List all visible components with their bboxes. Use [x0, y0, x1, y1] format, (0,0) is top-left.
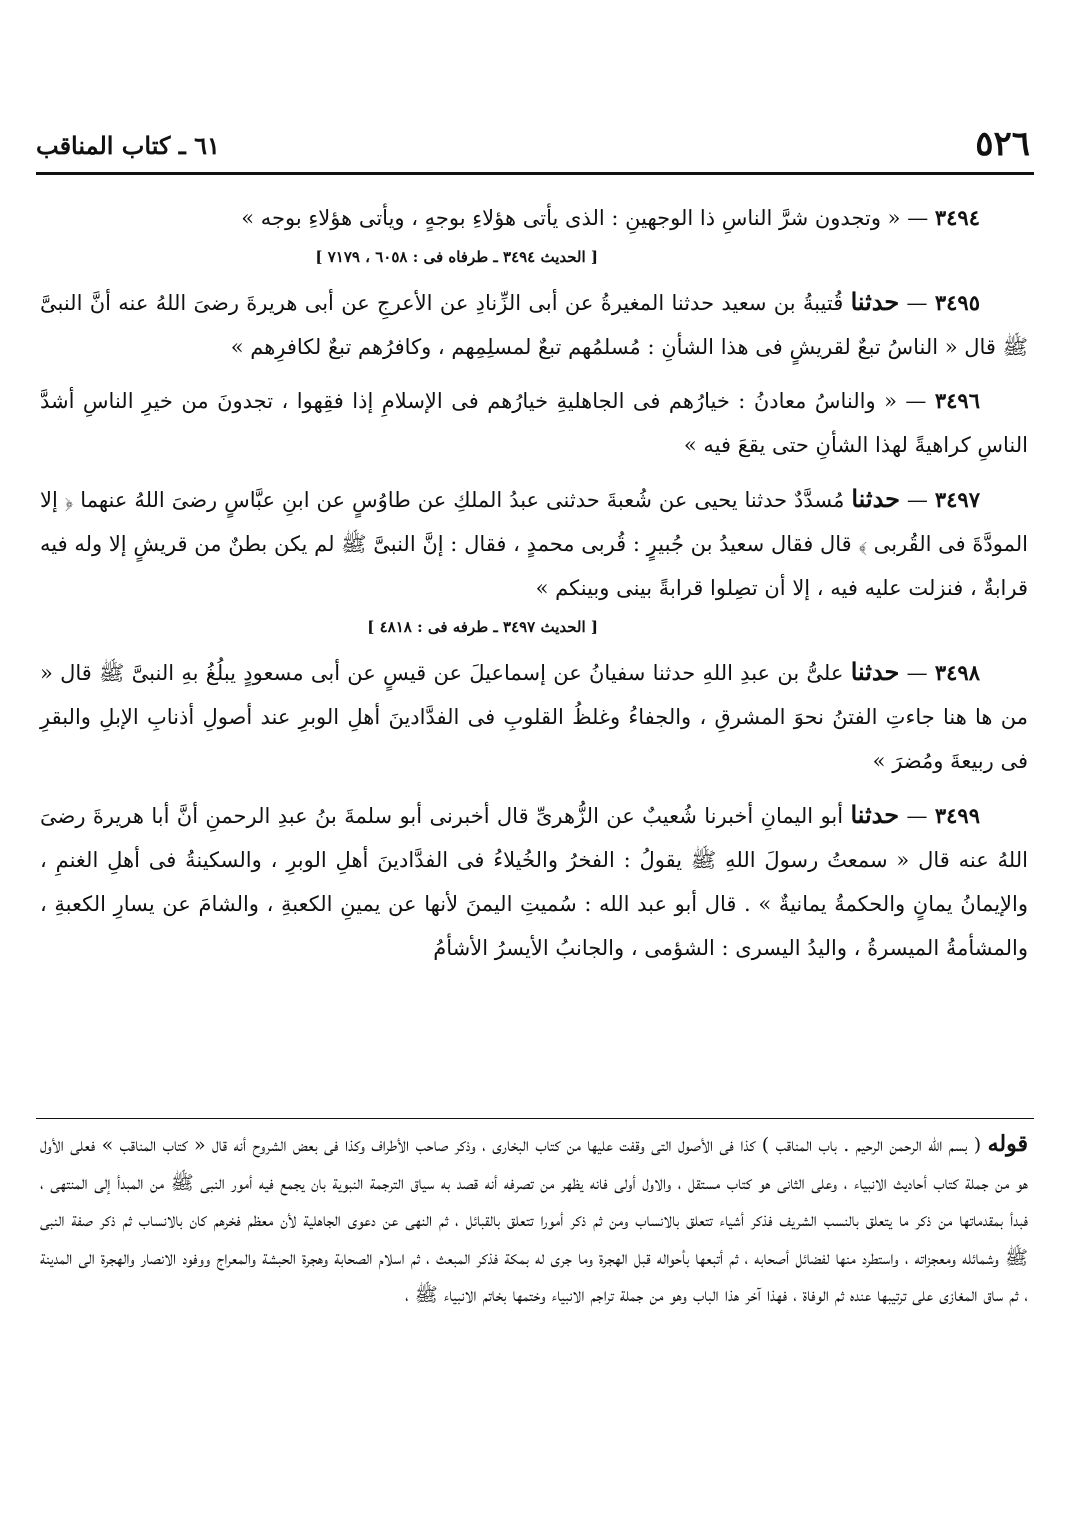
- hadith-3499: ٣٤٩٩ — حدثنا أبو اليمانِ أخبرنا شُعيبٌ عن الزُّهرىِّ قال أخبرنى أبو سلمةَ بنُ عبدِ الرحمنِ أنَّ أبا هريرةَ رضىَ اللهُ عنه قال « سمعتُ رسولَ اللهِ ﷺ يقولُ : الفخرُ والخُيلاءُ فى الفدَّادينَ أهلِ الوبرِ ، والسكينةُ فى أهلِ الغنمِ ، والإيمانُ يمانٍ والحكمةُ يمانيةٌ » . قال أبو عبد الله : سُميتِ اليمنَ لأنها عن يمينِ الكعبةِ ، والشامَ عن يسارِ الكعبةِ ، والمشأمةُ الميسرةُ ، واليدُ اليسرى : الشؤمى ، والجانبُ الأيسرُ الأشأمُ: [40, 800, 1028, 960]
- header-rule: [36, 172, 1034, 175]
- hadith-lead-word: حدثنا: [850, 800, 900, 829]
- hadith-number: ٣٤٩٩: [934, 803, 980, 828]
- hadith-number: ٣٤٩٧: [934, 487, 980, 512]
- running-head: ٦١ ـ كتاب المناقب: [36, 131, 220, 160]
- hadith-3498: ٣٤٩٨ — حدثنا علىُّ بن عبدِ اللهِ حدثنا سفيانُ عن إسماعيلَ عن قيسٍ عن أبى مسعودٍ يبلُغُ بهِ النبىَّ ﷺ قال « من ها هنا جاءتِ الفتنُ نحوَ المشرقِ ، والجفاءُ وغلظُ القلوبِ فى الفدَّادينَ أهلِ الوبرِ عند أصولِ أذنابِ الإبلِ والبقرِ فى ربيعةَ ومُضرَ »: [40, 657, 1028, 773]
- page-header: [36, 118, 1030, 170]
- hadith-number: ٣٤٩٥: [934, 290, 980, 315]
- hadith-number: ٣٤٩٦: [934, 388, 980, 413]
- hadith-text-block: [40, 196, 1028, 980]
- commentary-divider: [36, 1118, 1034, 1119]
- hadith-body: أبو اليمانِ أخبرنا شُعيبٌ عن الزُّهرىِّ قال أخبرنى أبو سلمةَ بنُ عبدِ الرحمنِ أنَّ أبا هريرةَ رضىَ اللهُ عنه قال « سمعتُ رسولَ اللهِ ﷺ يقولُ : الفخرُ والخُيلاءُ فى الفدَّادينَ أهلِ الوبرِ ، والسكينةُ فى أهلِ الغنمِ ، والإيمانُ يمانٍ والحكمةُ يمانيةٌ » . قال أبو عبد الله : سُميتِ اليمنَ لأنها عن يمينِ الكعبةِ ، والشامَ عن يسارِ الكعبةِ ، والمشأمةُ الميسرةُ ، واليدُ اليسرى : الشؤمى ، والجانبُ الأيسرُ الأشأمُ: [40, 804, 1028, 960]
- commentary-text: ( بسم الله الرحمن الرحيم . باب المناقب ) كذا فى الأصول التى وقفت عليها من كتاب البخارى ، وذكر صاحب الأطراف وكذا فى بعض الشروح أنه قال « كتاب المناقب » فعلى الأول هو من جملة كتاب أحاديث الانبياء ، وعلى الثانى هو كتاب مستقل ، والاول أولى فانه يظهر من تصرفه أنه قصد به سياق الترجمة النبوية بان يجمع فيه أمور النبى ﷺ من المبدأ إلى المنتهى ، فبدأ بمقدماتها من ذكر ما يتعلق بالنسب الشريف فذكر أشياء تتعلق بالانساب ومن ثم ذكر أمورا تتعلق بالقبائل ، ثم النهى عن دعوى الجاهلية لأن معظم فخرهم كان بالانساب ثم ذكر صفة النبى ﷺ وشمائله ومعجزاته ، واستطرد منها لفضائل أصحابه ، ثم أتبعها بأحواله قبل الهجرة وما جرى له بمكة فذكر المبعث ، ثم اسلام الصحابة وهجرة الحبشة والمعراج ووفود الانصار والهجرة الى المدينة ، ثم ساق المغازى على ترتيبها عنده ثم الوفاة ، فهذا آخر هذا الباب وهو من جملة تراجم الانبياء وختمها بخاتم الانبياء ﷺ ،: [40, 1134, 1028, 1306]
- hadith-3495: ٣٤٩٥ — حدثنا قُتيبةُ بن سعيد حدثنا المغيرةُ عن أبى الزِّنادِ عن الأعرجِ عن أبى هريرةَ رضىَ اللهُ عنه أنَّ النبىَّ ﷺ قال « الناسُ تبعٌ لقريشٍ فى هذا الشأنِ : مُسلمُهم تبعٌ لمسلِمِهم ، وكافرُهم تبعٌ لكافرِهم »: [40, 287, 1028, 359]
- hadith-body: « وتجدون شرَّ الناسِ ذا الوجهينِ : الذى يأتى هؤلاءِ بوجهٍ ، ويأتى هؤلاءِ بوجه »: [241, 206, 901, 230]
- page-number: ٥٢٦: [975, 124, 1030, 164]
- hadith-3496: ٣٤٩٦ — « والناسُ معادنُ : خيارُهم فى الجاهليةِ خيارُهم فى الإسلامِ إذا فقِهوا ، تجدونَ من خيرِ الناسِ أشدَّ الناسِ كراهيةً لهذا الشأنِ حتى يقعَ فيه »: [40, 388, 1028, 457]
- hadith-body: مُسدَّدٌ حدثنا يحيى عن شُعبةَ حدثنى عبدُ الملكِ عن طاوُسٍ عن ابنِ عبَّاسٍ رضىَ اللهُ عنهما ﴿ إلا المودَّةَ فى القُربى ﴾ قال فقال سعيدُ بن جُبيرٍ : قُربى محمدٍ ، فقال : إنَّ النبىَّ ﷺ لم يكن بطنٌ من قريشٍ إلا وله فيه قرابةٌ ، فنزلت عليه فيه ، إلا أن تصِلوا قرابةً بينى وبينكم »: [40, 488, 1028, 600]
- commentary-block: [40, 1126, 1028, 1315]
- hadith-body: علىُّ بن عبدِ اللهِ حدثنا سفيانُ عن إسماعيلَ عن قيسٍ عن أبى مسعودٍ يبلُغُ بهِ النبىَّ ﷺ قال « من ها هنا جاءتِ الفتنُ نحوَ المشرقِ ، والجفاءُ وغلظُ القلوبِ فى الفدَّادينَ أهلِ الوبرِ عند أصولِ أذنابِ الإبلِ والبقرِ فى ربيعةَ ومُضرَ »: [40, 661, 1028, 773]
- hadith-lead-word: حدثنا: [850, 287, 900, 316]
- cross-reference-3497: [ الحديث ٣٤٩٧ ـ طرفه فى : ٤٨١٨ ]: [367, 618, 598, 636]
- hadith-3494: ٣٤٩٤ — « وتجدون شرَّ الناسِ ذا الوجهينِ : الذى يأتى هؤلاءِ بوجهٍ ، ويأتى هؤلاءِ بوجه »: [241, 205, 980, 230]
- hadith-lead-word: حدثنا: [850, 657, 900, 686]
- hadith-body: قُتيبةُ بن سعيد حدثنا المغيرةُ عن أبى الزِّنادِ عن الأعرجِ عن أبى هريرةَ رضىَ اللهُ عنه أنَّ النبىَّ ﷺ قال « الناسُ تبعٌ لقريشٍ فى هذا الشأنِ : مُسلمُهم تبعٌ لمسلِمِهم ، وكافرُهم تبعٌ لكافرِهم »: [40, 291, 1028, 359]
- cross-reference-3494: [ الحديث ٣٤٩٤ ـ طرفاه فى : ٦٠٥٨ ، ٧١٧٩ ]: [315, 248, 598, 266]
- hadith-number: ٣٤٩٨: [934, 660, 980, 685]
- hadith-number: ٣٤٩٤: [934, 205, 980, 230]
- commentary-lead-word: قوله: [987, 1131, 1028, 1157]
- hadith-body: « والناسُ معادنُ : خيارُهم فى الجاهليةِ خيارُهم فى الإسلامِ إذا فقِهوا ، تجدونَ من خيرِ الناسِ أشدَّ الناسِ كراهيةً لهذا الشأنِ حتى يقعَ فيه »: [40, 389, 1028, 457]
- hadith-3497: ٣٤٩٧ — حدثنا مُسدَّدٌ حدثنا يحيى عن شُعبةَ حدثنى عبدُ الملكِ عن طاوُسٍ عن ابنِ عبَّاسٍ رضىَ اللهُ عنهما ﴿ إلا المودَّةَ فى القُربى ﴾ قال فقال سعيدُ بن جُبيرٍ : قُربى محمدٍ ، فقال : إنَّ النبىَّ ﷺ لم يكن بطنٌ من قريشٍ إلا وله فيه قرابةٌ ، فنزلت عليه فيه ، إلا أن تصِلوا قرابةً بينى وبينكم »: [40, 484, 1028, 600]
- hadith-lead-word: حدثنا: [851, 484, 900, 513]
